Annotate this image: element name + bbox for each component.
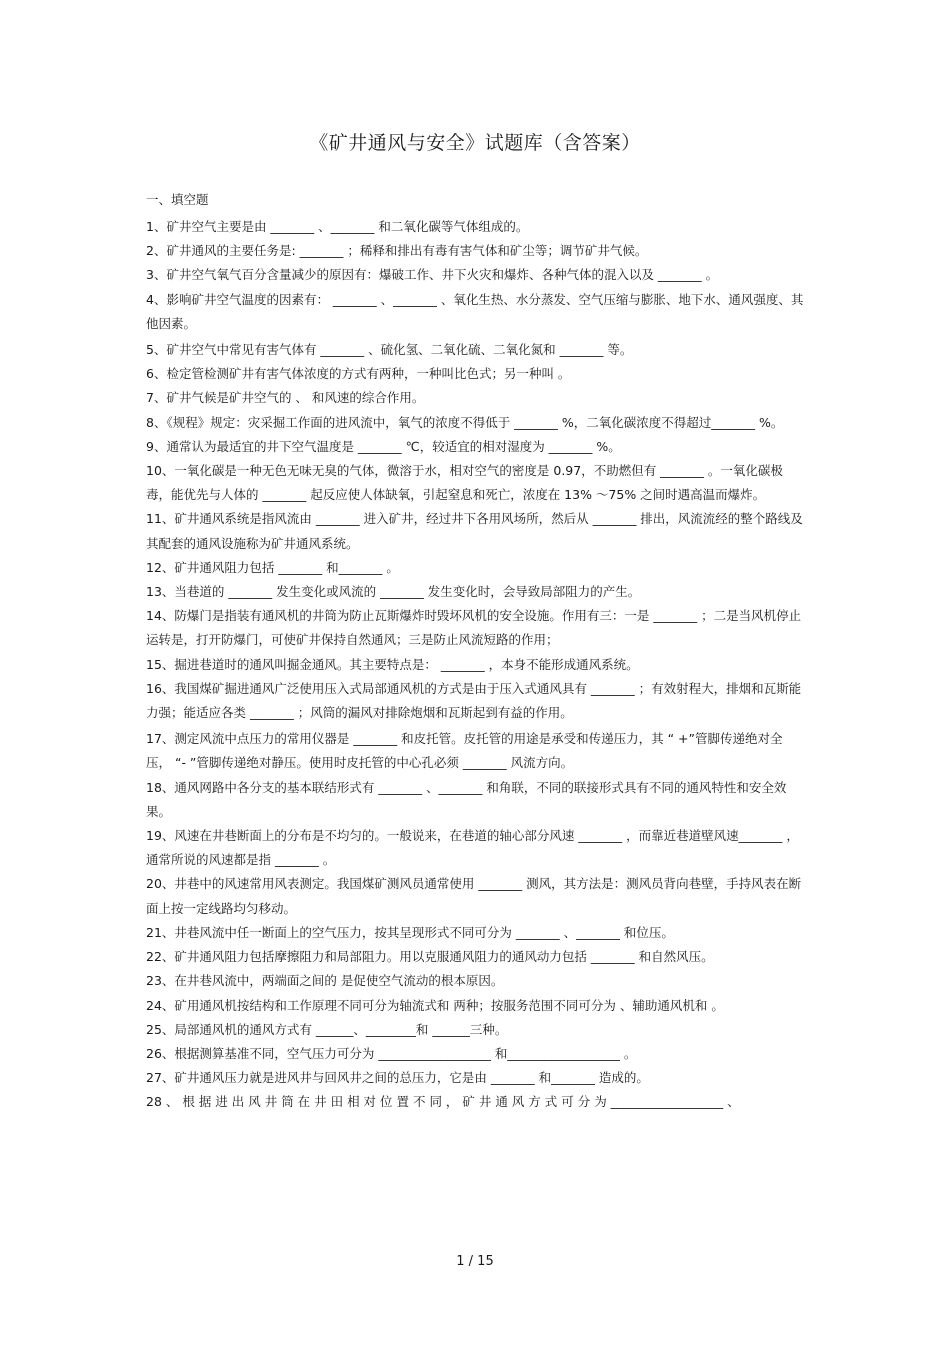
page-number: 1 / 15 — [456, 1254, 494, 1269]
question-item: 25、局部通风机的通风方式有 ______、________和 ______三种。 — [146, 1021, 508, 1037]
question-item: 17、测定风流中点压力的常用仪器是 _______ 和皮托管。皮托管的用途是承受和传递压力，其 “ +”管脚传递绝对全压， “- ”管脚传递绝对静压。使用时皮托管的中心孔必须 _______ 风流方向。 — [146, 731, 783, 771]
question-item: 19、风速在井巷断面上的分布是不均匀的。一般说来，在巷道的轴心部分风速 _______ ，而靠近巷道壁风速_______ ，通常所说的风速都是指 _______ 。 — [146, 828, 799, 868]
question-item: 2、矿井通风的主要任务是: _______ ；稀释和排出有毒有害气体和矿尘等；调节矿井气候。 — [146, 243, 648, 259]
question-item: 8、《规程》规定：灾采掘工作面的进风流中，氧气的浓度不得低于 _______ %，二氧化碳浓度不得超过_______ %。 — [146, 414, 784, 430]
question-item: 21、井巷风流中任一断面上的空气压力，按其呈现形式不同可分为 _______ 、_______ 和位压。 — [146, 924, 674, 940]
section-heading: 一、填空题 — [146, 192, 209, 207]
question-item: 9、通常认为最适宜的井下空气温度是 _______ ℃，较适宜的相对湿度为 _______ %。 — [146, 438, 621, 454]
question-item: 7、矿井气候是矿井空气的 、 和风速的综合作用。 — [146, 390, 425, 406]
question-item: 10、一氧化碳是一种无色无味无臭的气体，微溶于水，相对空气的密度是 0.97，不助燃但有 _______ 。一氧化碳极毒，能优先与人体的 _______ 起反应使人体缺氧，引起窒息和死亡，浓度在 13% ～75% 之间时遇高温而爆炸。 — [146, 463, 783, 503]
question-item: 13、当巷道的 _______ 发生变化或风流的 _______ 发生变化时，会导致局部阻力的产生。 — [146, 584, 641, 600]
question-item: 20、井巷中的风速常用风表测定。我国煤矿测风员通常使用 _______ 测风，其方法是：测风员背向巷壁，手持风表在断面上按一定线路均匀移动。 — [146, 876, 802, 916]
question-item: 28 、 根 据 进 出 风 井 筒 在 井 田 相 对 位 置 不 同 ， 矿 井 通 风 方 式 可 分 为 __________________ 、 — [146, 1094, 740, 1110]
question-list — [146, 215, 806, 1115]
question-item: 15、掘进巷道时的通风叫掘金通风。其主要特点是： _______ ，本身不能形成通风系统。 — [146, 656, 639, 672]
question-item: 3、矿井空气氧气百分含量减少的原因有：爆破工作、井下火灾和爆炸、各种气体的混入以及 _______ 。 — [146, 267, 719, 283]
question-item: 26、根据测算基准不同，空气压力可分为 __________________ 和__________________ 。 — [146, 1045, 637, 1061]
question-item: 14、防爆门是指装有通风机的井筒为防止瓦斯爆炸时毁坏风机的安全设施。作用有三：一是 _______ ；二是当风机停止运转是，打开防爆门，可使矿井保持自然通风；三是防止风流短路的作用； — [146, 608, 802, 648]
question-item: 22、矿井通风阻力包括摩擦阻力和局部阻力。用以克服通风阻力的通风动力包括 _______ 和自然风压。 — [146, 949, 714, 965]
question-item: 27、矿井通风压力就是进风井与回风井之间的总压力，它是由 _______ 和_______ 造成的。 — [146, 1070, 649, 1086]
question-item: 1、矿井空气主要是由 _______ 、_______ 和二氧化碳等气体组成的。 — [146, 219, 529, 234]
question-item: 23、在井巷风流中，两端面之间的 是促使空气流动的根本原因。 — [146, 973, 504, 989]
question-item: 24、矿用通风机按结构和工作原理不同可分为轴流式和 两种；按服务范围不同可分为 、辅助通风机和 。 — [146, 997, 724, 1013]
question-item: 16、我国煤矿掘进通风广泛使用压入式局部通风机的方式是由于压入式通风具有 _______ ；有效射程大，排烟和瓦斯能力强；能适应各类 _______ ；风筒的漏风对排除炮烟和瓦斯起到有益的作用。 — [146, 680, 802, 721]
question-item: 4、影响矿井空气温度的因素有： _______ 、_______ 、氧化生热、水分蒸发、空气压缩与膨胀、地下水、通风强度、其他因素。 — [146, 291, 804, 331]
question-item: 12、矿井通风阻力包括 _______ 和_______ 。 — [146, 559, 399, 575]
document-title: 《矿井通风与安全》试题库（含答案） — [309, 132, 641, 154]
question-item: 18、通风网路中各分支的基本联结形式有 _______ 、_______ 和角联，不同的联接形式具有不同的通风特性和安全效果。 — [146, 779, 787, 819]
question-item: 11、矿井通风系统是指风流由 _______ 进入矿井，经过井下各用风场所，然后从 _______ 排出，风流流经的整个路线及其配套的通风设施称为矿井通风系统。 — [146, 511, 803, 551]
question-item: 6、检定管检测矿井有害气体浓度的方式有两种，一种叫比色式；另一种叫 。 — [146, 366, 571, 382]
question-item: 5、矿井空气中常见有害气体有 _______ 、硫化氢、二氧化硫、二氧化氮和 _______ 等。 — [146, 342, 633, 358]
